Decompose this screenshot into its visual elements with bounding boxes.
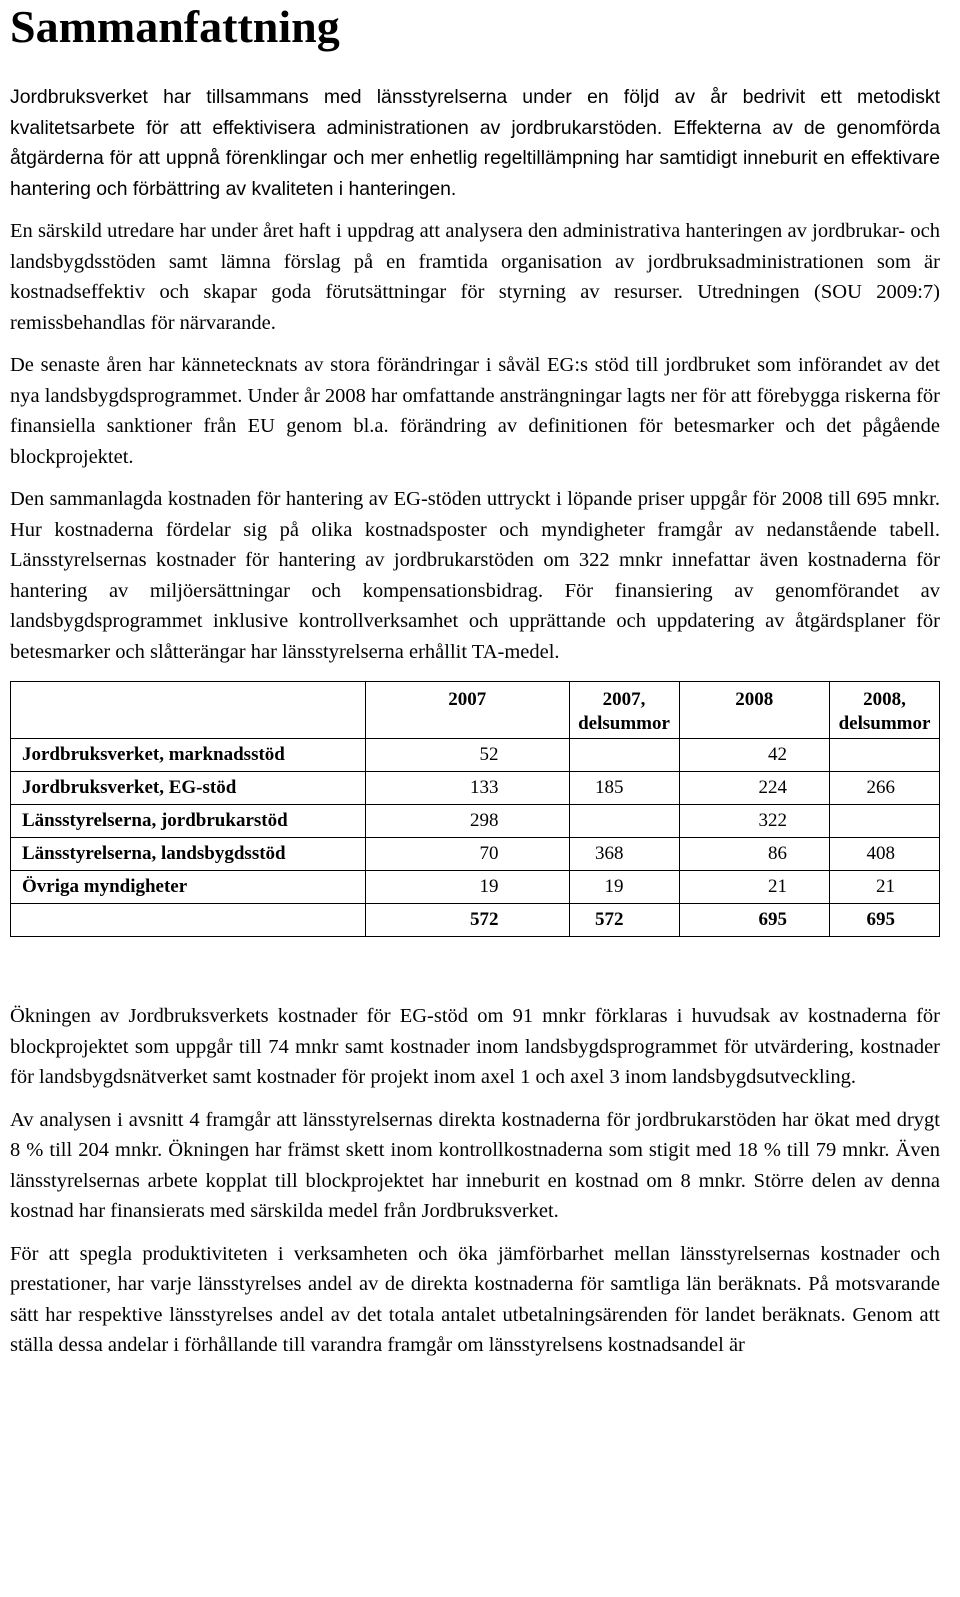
cell-2008: 322 (679, 805, 830, 838)
total-2007: 572 (366, 904, 570, 937)
paragraph-productivity: För att spegla produktiviteten i verksamheten och öka jämförbarhet mellan länsstyrelsernas kostnader och prestationer, har varje länsstyrelses andel av de direkta kostnaderna för samtliga län beräknats. På motsvarande sätt har respektive länsstyrelses andel av det totala antalet utbetalningsärenden för landet beräknats. Genom att ställa dessa andelar i förhållande till varandra framgår om länsstyrelsens kostnadsandel är (10, 1242, 940, 1356)
cell-2008: 224 (679, 772, 830, 805)
document-page (10, 0, 940, 1361)
paragraph-intro: Jordbruksverket har tillsammans med länsstyrelserna under en följd av år bedrivit ett metodiskt kvalitetsarbete för att effektivisera administrationen av jordbrukarstöden. Effekterna av de genomförda åtgärderna för att uppnå förenklingar och mer enhetlig regeltillämpning har samtidigt inneburit en effektivare hantering och förbättring av kvaliteten i hanteringen. (10, 86, 940, 200)
table-row (11, 871, 940, 904)
cell-2007-subtotal: 185 (569, 772, 679, 805)
cell-2007: 298 (366, 805, 570, 838)
row-label: Länsstyrelserna, jordbrukarstöd (11, 805, 366, 838)
row-label: Övriga myndigheter (11, 871, 366, 904)
table-row (11, 739, 940, 772)
table-header-empty (11, 682, 366, 739)
table-row (11, 838, 940, 871)
row-label: Jordbruksverket, EG-stöd (11, 772, 366, 805)
paragraph-increase: Ökningen av Jordbruksverkets kostnader för EG-stöd om 91 mnkr förklaras i huvudsak av kostnaderna för blockprojektet som uppgår till 74 mnkr samt kostnader inom landsbygdsprogrammet för utvärdering, kostnader för landsbygdsnätverket samt kostnader för projekt inom axel 1 och axel 3 inom landsbygdsutveckling. (10, 1005, 940, 1088)
cell-2007: 52 (366, 739, 570, 772)
table-header-2008: 2008 (679, 682, 830, 739)
table-header-row (11, 682, 940, 739)
cell-2007-subtotal: 368 (569, 838, 679, 871)
cell-2007: 133 (366, 772, 570, 805)
cell-2007-subtotal: 19 (569, 871, 679, 904)
table-header-2007-subtotal: 2007, delsummor (569, 682, 679, 739)
cell-2008: 42 (679, 739, 830, 772)
table-row (11, 772, 940, 805)
table-total-row (11, 904, 940, 937)
table-header-2008-subtotal: 2008, delsummor (830, 682, 940, 739)
page-title: Sammanfattning (10, 1, 340, 52)
cost-table (10, 681, 940, 937)
cell-2007-subtotal (569, 739, 679, 772)
paragraph-changes: De senaste åren har kännetecknats av stora förändringar i såväl EG:s stöd till jordbruket som införandet av det nya landsbygdsprogrammet. Under år 2008 har omfattande ansträngningar lagts ner för att förebygga riskerna för finansiella sanktioner från EU genom bl.a. förändring av definitionen för betesmarker och det pågående blockprojektet. (10, 354, 940, 468)
paragraph-investigator: En särskild utredare har under året haft i uppdrag att analysera den administrativa hanteringen av jordbrukar- och landsbygdsstöden samt lämna förslag på en framtida organisation av jordbruksadministrationen som är kostnadseffektiv och skapar goda förutsättningar för styrning av resurser. Utredningen (SOU 2009:7) remissbehandlas för närvarande. (10, 220, 940, 334)
cell-2008: 21 (679, 871, 830, 904)
spacer (10, 937, 940, 989)
cell-2007: 70 (366, 838, 570, 871)
cell-2008-subtotal: 266 (830, 772, 940, 805)
cell-2008-subtotal (830, 739, 940, 772)
table-row (11, 805, 940, 838)
paragraph-analysis: Av analysen i avsnitt 4 framgår att länsstyrelsernas direkta kostnaderna för jordbrukarstöden har ökat med drygt 8 % till 204 mnkr. Ökningen har främst skett inom kontrollkostnaderna som stigit med 18 % till 79 mnkr. Även länsstyrelsernas arbete kopplat till blockprojektet har inneburit en kostnad om 8 mnkr. Större delen av denna kostnad har finansierats med särskilda medel från Jordbruksverket. (10, 1108, 940, 1222)
total-2007-subtotal: 572 (569, 904, 679, 937)
paragraph-total-cost: Den sammanlagda kostnaden för hantering av EG-stöden uttryckt i löpande priser uppgår för 2008 till 695 mnkr. Hur kostnaderna fördelar sig på olika kostnadsposter och myndigheter framgår av nedanstående tabell. Länsstyrelsernas kostnader för hantering av jordbrukarstöden om 322 mnkr innefattar även kostnaderna för hantering av miljöersättningar och kompensationsbidrag. För finansiering av genomförandet av landsbygdsprogrammet inklusive kontrollverksamhet och upprättande och uppdatering av åtgärdsplaner för betesmarker och slåtterängar har länsstyrelserna erhållit TA-medel. (10, 488, 940, 663)
cell-2008-subtotal: 408 (830, 838, 940, 871)
total-2008: 695 (679, 904, 830, 937)
cell-2008: 86 (679, 838, 830, 871)
total-label (11, 904, 366, 937)
cell-2008-subtotal (830, 805, 940, 838)
table-header-2007: 2007 (366, 682, 570, 739)
row-label: Jordbruksverket, marknadsstöd (11, 739, 366, 772)
cell-2007-subtotal (569, 805, 679, 838)
total-2008-subtotal: 695 (830, 904, 940, 937)
row-label: Länsstyrelserna, landsbygdsstöd (11, 838, 366, 871)
cell-2007: 19 (366, 871, 570, 904)
cell-2008-subtotal: 21 (830, 871, 940, 904)
